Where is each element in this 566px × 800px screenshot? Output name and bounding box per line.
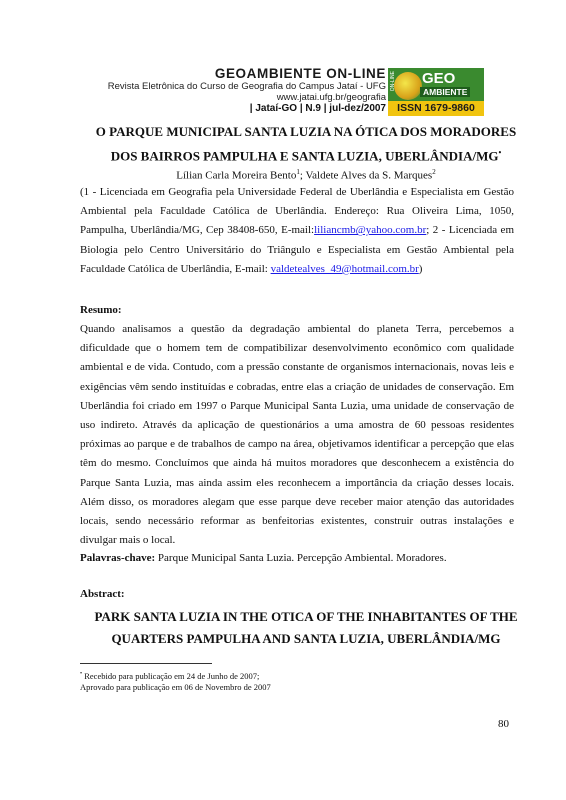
keywords-label: Palavras-chave:	[80, 552, 156, 564]
email-link-1[interactable]: liliancmb@yahoo.com.br	[314, 224, 427, 237]
resumo-line: dificuldade que o homem tem de compatibilizar desenvolvimento econômico com qualidade	[80, 342, 514, 355]
affiliation	[80, 183, 514, 279]
affiliation-line: (1 - Licenciada em Geografia pela Universidade Federal de Uberlândia e Especialista em Gestão	[80, 186, 514, 198]
author-2-sup: 2	[432, 168, 436, 176]
footnote-line-2: Aprovado para publicação em 06 de Novembro de 2007	[80, 682, 271, 692]
resumo-line: próximas ao parque e de trabalhos de campo na área, objetivamos identificar a percepção que elas	[80, 438, 514, 451]
affiliation-line: Biologia pelo Centro Universitário do Triângulo e Especialista em Gestão Ambiental pela	[80, 243, 514, 256]
abstract-title-line-2: QUARTERS PAMPULHA AND SANTA LUZIA, UBERLÂNDIA/MG	[111, 631, 501, 646]
abstract-heading: Abstract:	[80, 588, 125, 600]
title-footnote-mark: •	[498, 148, 502, 157]
globe-icon	[394, 72, 422, 100]
journal-subtitle: Revista Eletrônica do Curso de Geografia do Campus Jataí - UFG	[107, 81, 386, 92]
journal-title: GEOAMBIENTE ON-LINE	[214, 66, 386, 81]
keywords	[80, 551, 447, 565]
resumo-heading: Resumo:	[80, 304, 122, 316]
author-separator: ;	[299, 169, 306, 182]
resumo-line: uso indireto. Através da aplicação de questionários a uma amostra de 60 pessoas residentes	[80, 419, 514, 432]
affiliation-line	[80, 260, 514, 279]
resumo-line: locais, sendo necessário reformar as benfeitorias existentes, construir outras instalações e	[80, 515, 514, 528]
resumo-line: têm do mesmo. Concluímos que ainda há muitos moradores que desconhecem a existência do	[80, 457, 514, 470]
logo-geo-text: GEO	[422, 70, 456, 87]
abstract-title-line-1: PARK SANTA LUZIA IN THE OTICA OF THE INHABITANTES OF THE	[94, 609, 518, 624]
footnote-mark: •	[80, 671, 83, 677]
logo-issn: ISSN 1679-9860	[388, 101, 484, 116]
article-title-line-2-text: DOS BAIRROS PAMPULHA E SANTA LUZIA, UBERLÂNDIA/MG	[110, 148, 499, 164]
journal-header-text	[80, 66, 386, 115]
resumo-line: Parque Santa Luzia, mas ainda assim eles reconhecem a importância da criação desses locais.	[80, 476, 514, 489]
affiliation-line-text: Pampulha, Uberlândia/MG, Cep 38408-650, E-mail:	[80, 224, 315, 237]
journal-header	[80, 66, 484, 118]
keywords-text: Parque Municipal Santa Luzia. Percepção Ambiental. Moradores.	[155, 552, 447, 564]
resumo-line: divulgar mais o local.	[80, 534, 176, 547]
footnote-text-1: Recebido para publicação em 24 de Junho de 2007;	[82, 670, 260, 681]
resumo-line: Uberlândia foi criado em 1997 o Parque Municipal Santa Luzia, uma unidade de conservação de	[80, 399, 514, 412]
affiliation-line-text: ; 2 - Licenciada em	[426, 224, 514, 237]
article-title-line-1: O PARQUE MUNICIPAL SANTA LUZIA NA ÓTICA DOS MORADORES	[95, 124, 517, 139]
resumo-line: Quando analisamos a questão da degradação ambiental do planeta Terra, percebemos a	[80, 323, 514, 335]
journal-issue: | Jataí-GO | N.9 | jul-dez/2007	[249, 103, 386, 114]
affiliation-line-text: Faculdade Católica de Uberlândia, E-mail:	[80, 262, 271, 275]
logo-small-text: ON-LINE	[390, 71, 396, 92]
journal-url: www.jatai.ufg.br/geografia	[276, 92, 386, 103]
resumo-line: ambiental e de vida. Contudo, com a pressão constante de organismos internacionais, novas leis e	[80, 361, 514, 374]
resumo-body	[80, 320, 514, 550]
affiliation-line	[80, 221, 514, 240]
author-1: Lílian Carla Moreira Bento	[176, 169, 297, 182]
footnote-line-1	[80, 669, 259, 682]
logo-ambiente-text: AMBIENTE	[420, 87, 470, 97]
author-2: Valdete Alves da S. Marques	[305, 169, 433, 182]
article-title-line-2	[80, 145, 532, 164]
resumo-line: exigências vêm sendo instituídas e cobradas, entre elas a criação de unidades de conservação. Em	[80, 380, 514, 393]
author-1-sup: 1	[296, 168, 300, 176]
affiliation-line: Ambiental pela Faculdade Católica de Uberlândia. Endereço: Rua Oliveira Lima, 1050,	[80, 205, 514, 218]
page-number: 80	[498, 718, 509, 730]
resumo-line: Além disso, os moradores alegam que esse parque deve receber maior atenção das autoridades	[80, 495, 514, 508]
email-link-2[interactable]: valdetealves_49@hotmail.com.br	[270, 262, 419, 275]
authors	[80, 166, 532, 183]
geoambiente-logo	[388, 68, 484, 116]
affiliation-line-text: )	[418, 262, 423, 275]
footnote-divider	[80, 663, 212, 664]
